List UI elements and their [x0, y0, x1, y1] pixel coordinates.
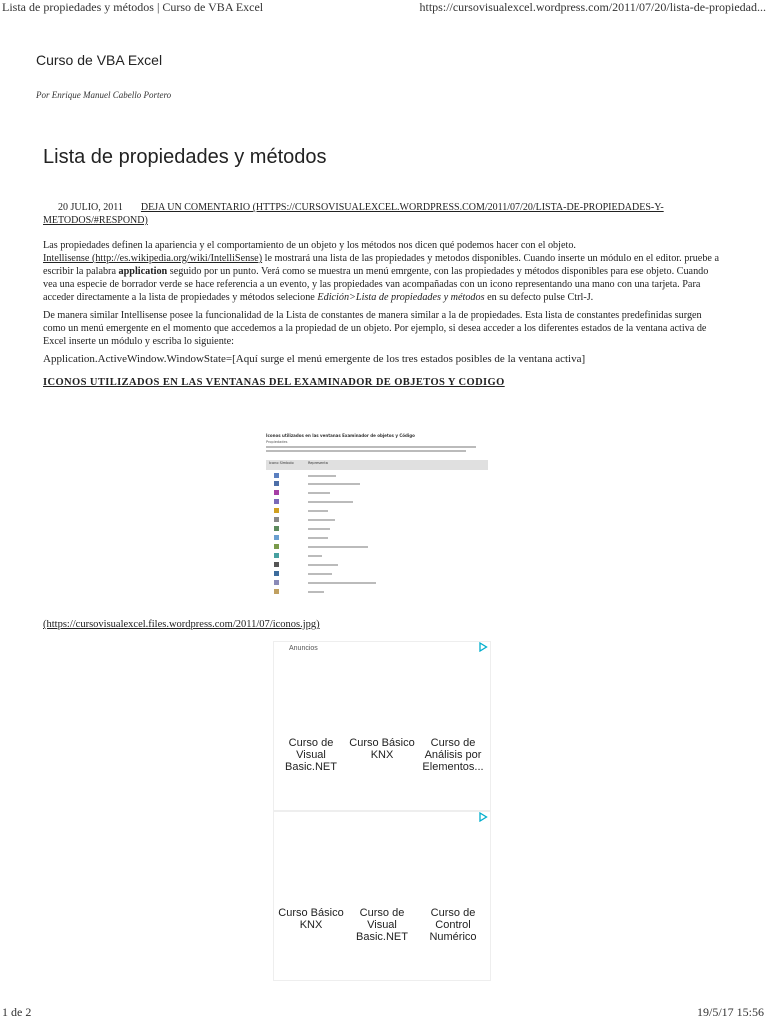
- figure-row: [266, 489, 488, 497]
- user-type-icon: [274, 544, 279, 549]
- constant-icon: [274, 517, 279, 522]
- site-title-link[interactable]: Curso de VBA Excel: [36, 52, 163, 68]
- post-date: 20 JULIO, 2011: [58, 202, 123, 213]
- figure-row: [266, 588, 488, 596]
- site-title: [36, 52, 162, 68]
- global-icon: [274, 553, 279, 558]
- paragraph-2: De manera similar Intellisense posee la funcionalidad de la Lista de constantes de manera similar a la de propiedades. Esta lista de constantes predefinidas surgen como un menú emergente en el momento que accedemos a la propiedad de un objeto. Por ejemplo, si desea acceder a los diferentes estados de la ventana activa de Excel inserte un módulo y escriba lo siguiente:: [43, 310, 707, 347]
- post-title: Lista de propiedades y métodos: [43, 146, 327, 168]
- figure-row: [266, 570, 488, 578]
- post-content: [43, 239, 723, 389]
- ads-label: Anuncios: [289, 645, 318, 652]
- print-page-url: https://cursovisualexcel.wordpress.com/2011/07/20/lista-de-propiedad...: [419, 0, 766, 14]
- default-method-icon: [274, 499, 279, 504]
- p1-italic-menu: Edición>Lista de propiedades y métodos: [317, 292, 485, 303]
- icons-image[interactable]: [262, 432, 490, 602]
- figure-row: [266, 561, 488, 569]
- paragraph-1: [43, 239, 723, 304]
- figure-row: [266, 472, 488, 480]
- print-footer: [0, 1006, 768, 1024]
- p1-text-c: seguido por un punto. Verá como se muestra un menú emrgente, con las propiedades y métodos disponibles para ese objeto. Cuando vea una especie de borrador verde se hace referencia a un evento, y las propiedades van acompañadas con un icono representando una mano con una tarjeta. Para acceder directamente a la lista de propiedades y métodos selecione: [43, 266, 709, 303]
- figure-table-header: [266, 460, 488, 470]
- p1-text-d: en su defecto pulse Ctrl-J.: [484, 292, 594, 303]
- p1-text-b: le mostrará una lista de las propiedades y metodos disponibles. Cuando inserte un módulo en el editor. pruebe a escribir la palabra: [43, 253, 720, 277]
- figure-row: [266, 480, 488, 488]
- figure-row: [266, 516, 488, 524]
- figure-text-lines: [266, 446, 490, 456]
- figure-col-icon: Icono Símbolo: [269, 461, 294, 465]
- intellisense-link[interactable]: Intellisense (http://es.wikipedia.org/wiki/IntelliSense): [43, 253, 263, 264]
- figure-row: [266, 525, 488, 533]
- figure-row: [266, 579, 488, 587]
- adchoices-icon[interactable]: [478, 812, 488, 822]
- image-link[interactable]: (https://cursovisualexcel.files.wordpress.com/2011/07/iconos.jpg): [43, 619, 320, 630]
- figure-row: [266, 534, 488, 542]
- print-page-title: Lista de propiedades y métodos | Curso de VBA Excel: [2, 0, 264, 14]
- figure-row: [266, 507, 488, 515]
- enum-icon: [274, 589, 279, 594]
- event-icon: [274, 508, 279, 513]
- ad-block: [273, 811, 491, 981]
- figure-col-represents: Representa: [308, 461, 328, 465]
- print-timestamp: 19/5/17 15:56: [696, 1005, 764, 1019]
- figure-row: [266, 543, 488, 551]
- module-icon: [274, 526, 279, 531]
- page-counter: 1 de 2: [2, 1005, 32, 1019]
- ad-block: [273, 641, 491, 811]
- p1-text-a: Las propiedades definen la apariencia y el comportamiento de un objeto y los métodos nos dicen qué podemos hacer con el objeto.: [43, 240, 576, 251]
- p1-bold-application: application: [118, 266, 168, 277]
- figure-row: [266, 552, 488, 560]
- post-meta: [43, 201, 668, 227]
- property-icon: [274, 473, 279, 478]
- print-header: [0, 0, 768, 16]
- class-icon: [274, 535, 279, 540]
- site-description: Por Enrique Manuel Cabello Portero: [36, 90, 172, 100]
- ad-tile[interactable]: Curso de Visual Basic.NET: [356, 907, 408, 943]
- code-line: Application.ActiveWindow.WindowState=[Aquí surge el menú emergente de los tres estados posibles de la ventana activa]: [43, 353, 586, 365]
- library-icon: [274, 562, 279, 567]
- figure-row: [266, 498, 488, 506]
- figure-title: Iconos utilizados en las ventanas Examinador de objetos y Código: [266, 433, 415, 438]
- icons-heading: ICONOS UTILIZADOS EN LAS VENTANAS DEL EXAMINADOR DE OBJETOS Y CODIGO: [43, 377, 505, 388]
- ad-tile[interactable]: Curso Básico KNX: [349, 737, 415, 761]
- ad-tile[interactable]: Curso de Control Numérico: [429, 907, 477, 943]
- adchoices-icon[interactable]: [478, 642, 488, 652]
- builtin-keyword-icon: [274, 580, 279, 585]
- default-property-icon: [274, 481, 279, 486]
- figure-subtitle: Propiedades: [266, 440, 288, 444]
- method-icon: [274, 490, 279, 495]
- ad-tile[interactable]: Curso Básico KNX: [278, 907, 344, 931]
- ad-tile[interactable]: Curso de Análisis por Elementos...: [422, 737, 484, 773]
- comment-link[interactable]: DEJA UN COMENTARIO (HTTPS://CURSOVISUALEXCEL.WORDPRESS.COM/2011/07/20/LISTA-DE-PROPIEDADES-Y-METODOS/#RESPOND): [43, 202, 664, 226]
- project-icon: [274, 571, 279, 576]
- ad-tile[interactable]: Curso de Visual Basic.NET: [285, 737, 337, 773]
